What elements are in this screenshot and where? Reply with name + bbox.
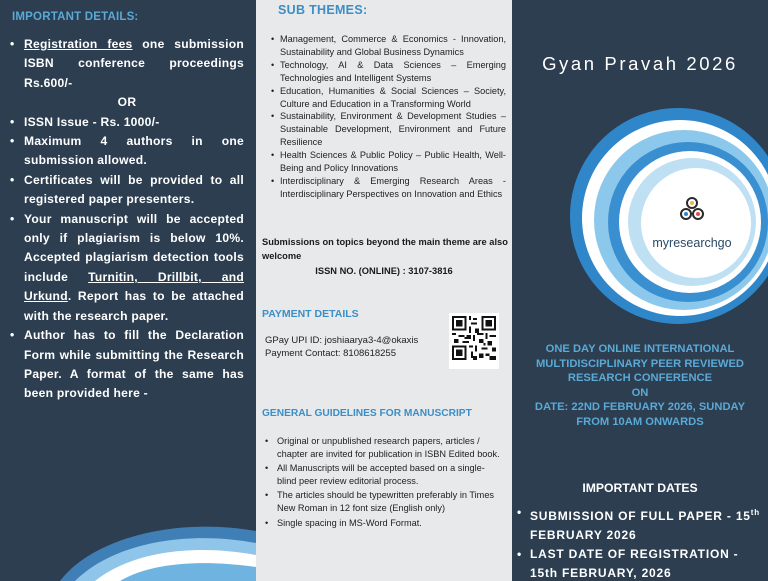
- declaration-note: Author has to fill the Declaration Form while submitting the Research Paper. A format of the same has been provided here -: [24, 328, 244, 401]
- plagiarism-tools-link[interactable]: Turnitin, Drillbit, and Urkund: [24, 269, 245, 304]
- issn-number: ISSN NO. (ONLINE) : 3107-3816: [315, 266, 453, 276]
- certificates-note: Certificates will be provided to all registered paper presenters.: [24, 172, 244, 207]
- or-text: OR: [117, 95, 137, 110]
- important-details-list: [10, 35, 244, 404]
- payment-details-title: PAYMENT DETAILS: [262, 308, 359, 320]
- payment-qr-code[interactable]: [449, 313, 499, 369]
- guideline-item: • The articles should be typewritten preferably in Times New Roman in 12 font size (English only): [264, 489, 502, 515]
- decorative-swoosh-left: [0, 491, 256, 581]
- themes-panel: [256, 0, 512, 581]
- registration-fees-text: one submission ISBN conference proceedings Rs.600/-: [24, 37, 245, 90]
- list-item: [10, 113, 244, 132]
- date-item: [516, 503, 766, 545]
- registration-fees-label: Registration fees: [24, 37, 133, 51]
- beyond-theme-note: Submissions on topics beyond the main theme are also welcome: [262, 237, 508, 261]
- qr-code-icon: [452, 316, 496, 360]
- plagiarism-text: Your manuscript will be accepted only if plagiarism is below 10%. Accepted plagiarism detection tools include: [24, 211, 244, 284]
- list-item: [10, 326, 244, 404]
- list-item: [10, 132, 244, 171]
- plagiarism-text-end: . Report has to be attached with the research paper.: [24, 289, 244, 323]
- guideline-item: • Original or unpublished research papers, articles / chapter are invited for publication in ISBN Edited book.: [264, 435, 502, 461]
- gpay-upi-id: GPay UPI ID: joshiaarya3-4@okaxis: [265, 335, 419, 346]
- date-item: [516, 545, 766, 581]
- theme-item: • Management, Commerce & Economics - Innovation, Sustainability and Global Business Dynamics: [270, 33, 506, 59]
- or-separator: [10, 93, 244, 112]
- sub-themes-list: [270, 33, 506, 201]
- guidelines-list: [264, 435, 502, 531]
- conference-panel: [512, 0, 768, 581]
- max-authors: Maximum 4 authors in one submission allowed.: [24, 134, 244, 168]
- event-date: DATE: 22ND FEBRUARY 2026, SUNDAY FROM 10AM ONWARDS: [534, 401, 746, 428]
- list-item: [10, 171, 244, 210]
- decorative-circles: [530, 104, 768, 324]
- theme-item: • Sustainability, Environment & Development Studies – Sustainable Development, Environment and Future Resilience: [270, 110, 506, 149]
- list-item: [10, 210, 244, 326]
- myresearchgo-logo-icon: [677, 195, 707, 225]
- guidelines-title: GENERAL GUIDELINES FOR MANUSCRIPT: [262, 408, 472, 419]
- important-dates-title: IMPORTANT DATES: [582, 481, 698, 495]
- theme-item: • Education, Humanities & Social Sciences – Society, Culture and Education in a Transforming World: [270, 85, 506, 111]
- full-paper-deadline: SUBMISSION OF FULL PAPER - 15: [530, 509, 751, 523]
- full-paper-deadline-rest: FEBRUARY 2026: [530, 528, 637, 542]
- guideline-item: • Single spacing in MS-Word Format.: [264, 517, 502, 530]
- list-item: [10, 35, 244, 93]
- important-details-panel: [0, 0, 256, 581]
- issn-issue-fee: ISSN Issue - Rs. 1000/-: [24, 114, 160, 129]
- event-description: [522, 342, 758, 430]
- sub-themes-title: SUB THEMES:: [278, 3, 368, 17]
- conference-name: Gyan Pravah 2026: [542, 53, 738, 74]
- important-dates-list: [516, 503, 766, 581]
- theme-item: • Interdisciplinary & Emerging Research Areas - Interdisciplinary Perspectives on Innovation and Ethics: [270, 175, 506, 201]
- event-on: ON: [631, 386, 649, 399]
- guideline-item: • All Manuscripts will be accepted based on a single-blind peer review editorial process.: [264, 462, 502, 488]
- myresearchgo-logo-text: myresearchgo: [652, 236, 732, 250]
- theme-item: • Technology, AI & Data Sciences – Emerging Technologies and Intelligent Systems: [270, 59, 506, 85]
- registration-deadline: LAST DATE OF REGISTRATION - 15th FEBRUARY, 2026: [530, 547, 739, 580]
- payment-contact: Payment Contact: 8108618255: [265, 348, 396, 359]
- theme-item: • Health Sciences & Public Policy – Public Health, Well-Being and Policy Innovations: [270, 149, 506, 175]
- important-details-title: IMPORTANT DETAILS:: [12, 11, 139, 23]
- full-paper-sup: th: [750, 508, 760, 517]
- event-type: ONE DAY ONLINE INTERNATIONAL MULTIDISCIPLINARY PEER REVIEWED RESEARCH CONFERENCE: [535, 343, 745, 385]
